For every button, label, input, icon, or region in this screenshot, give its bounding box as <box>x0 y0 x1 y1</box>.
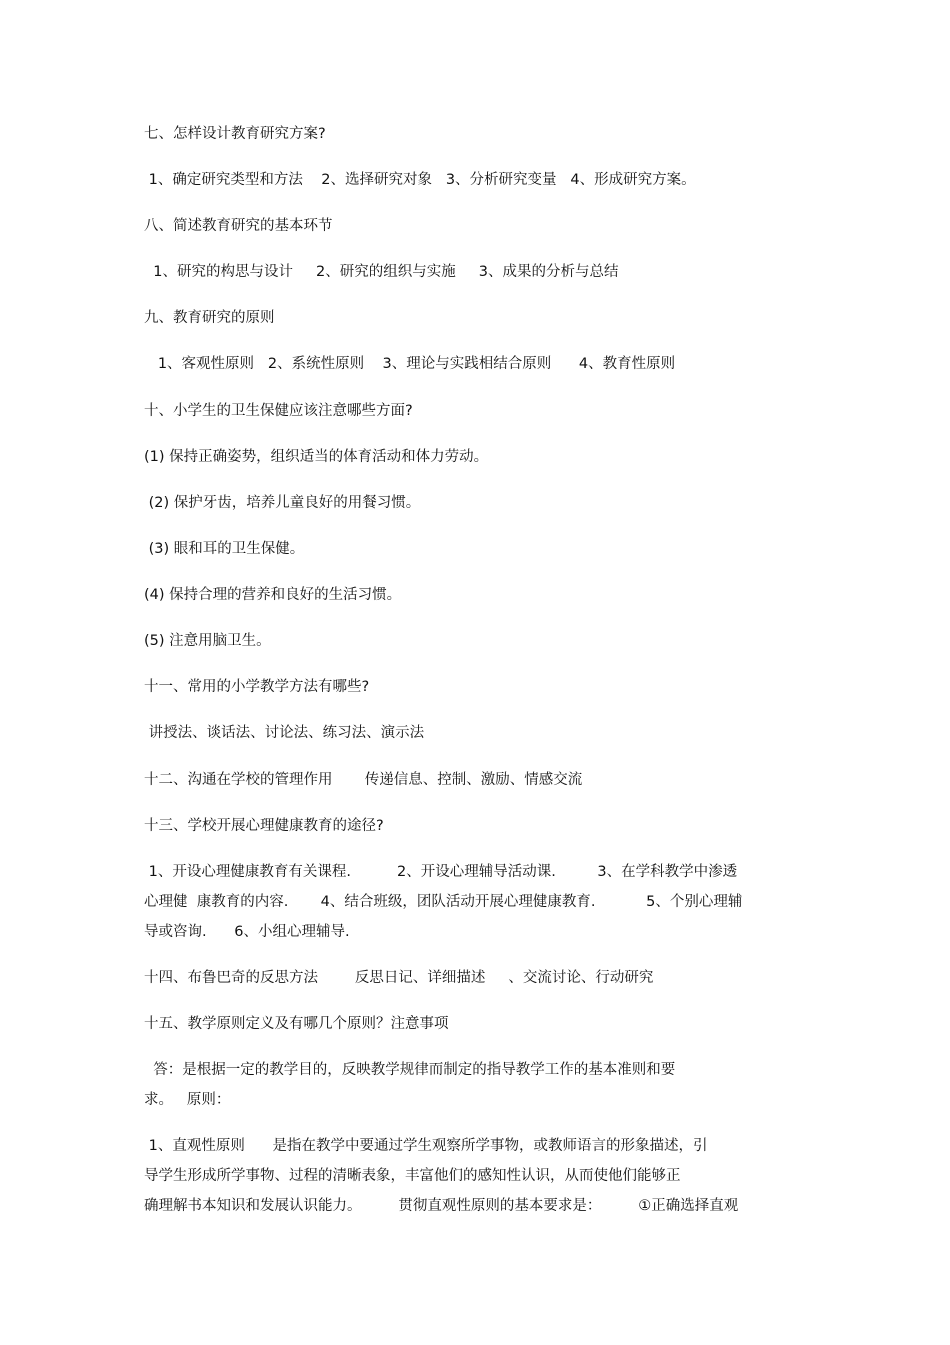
answer-q13-line-1: 1、开设心理健康教育有关课程. 2、开设心理辅导活动课. 3、在学科教学中渗透 <box>144 864 738 880</box>
heading-q13: 十三、学校开展心理健康教育的途径? <box>144 818 384 834</box>
heading-q9: 九、教育研究的原则 <box>144 310 275 326</box>
answer-q15-line-2: 求。 原则： <box>144 1092 231 1108</box>
answer-q8: 1、研究的构思与设计 2、研究的组织与实施 3、成果的分析与总结 <box>144 264 619 280</box>
answer-q10-item-2: (2) 保护牙齿，培养儿童良好的用餐习惯。 <box>144 495 421 511</box>
principle-1-line-1: 1、直观性原则 是指在教学中要通过学生观察所学事物，或教师语言的形象描述，引 <box>144 1138 708 1154</box>
answer-q7: 1、确定研究类型和方法 2、选择研究对象 3、分析研究变量 4、形成研究方案。 <box>144 172 696 188</box>
answer-q9: 1、客观性原则 2、系统性原则 3、理论与实践相结合原则 4、教育性原则 <box>144 356 676 372</box>
answer-q10-item-1: (1) 保持正确姿势，组织适当的体育活动和体力劳动。 <box>144 449 489 465</box>
heading-q8: 八、简述教育研究的基本环节 <box>144 218 333 234</box>
answer-q10-item-5: (5) 注意用脑卫生。 <box>144 633 271 649</box>
answer-q15-line-1: 答：是根据一定的教学目的，反映教学规律而制定的指导教学工作的基本准则和要 <box>144 1062 676 1078</box>
principle-1-line-3: 确理解书本知识和发展认识能力。 贯彻直观性原则的基本要求是： ①正确选择直观 <box>144 1198 739 1214</box>
answer-q13-line-2: 心理健 康教育的内容. 4、结合班级，团队活动开展心理健康教育. 5、个别心理辅 <box>144 894 743 910</box>
heading-q14: 十四、布鲁巴奇的反思方法 反思日记、详细描述 、交流讨论、行动研究 <box>144 970 654 986</box>
heading-q10: 十、小学生的卫生保健应该注意哪些方面? <box>144 403 413 419</box>
heading-q15: 十五、教学原则定义及有哪几个原则？注意事项 <box>144 1016 449 1032</box>
answer-q13-line-3: 导或咨询. 6、小组心理辅导. <box>144 924 350 940</box>
answer-q10-item-4: (4) 保持合理的营养和良好的生活习惯。 <box>144 587 402 603</box>
answer-q11: 讲授法、谈话法、讨论法、练习法、演示法 <box>144 725 425 741</box>
heading-q11: 十一、常用的小学教学方法有哪些? <box>144 679 370 695</box>
principle-1-line-2: 导学生形成所学事物、过程的清晰表象，丰富他们的感知性认识，从而使他们能够正 <box>144 1168 681 1184</box>
heading-q7: 七、怎样设计教育研究方案? <box>144 126 326 142</box>
answer-q10-item-3: (3) 眼和耳的卫生保健。 <box>144 541 305 557</box>
heading-q12: 十二、沟通在学校的管理作用 传递信息、控制、激励、情感交流 <box>144 772 583 788</box>
